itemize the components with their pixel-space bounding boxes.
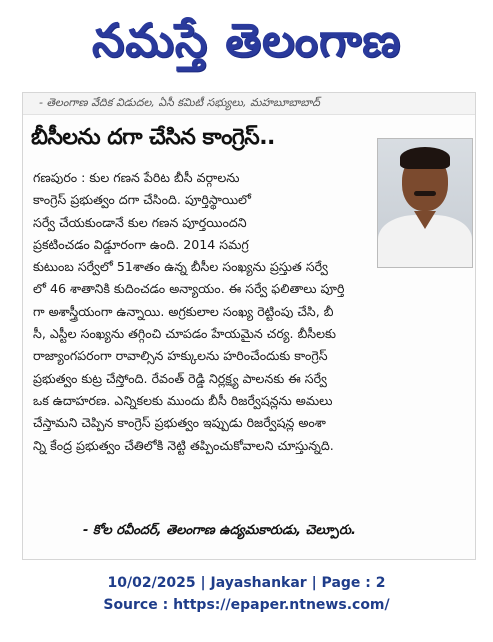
clipping-footer [0,572,493,616]
masthead [0,0,493,92]
source-link[interactable]: Source : https://epaper.ntnews.com/ [103,597,390,613]
body-line: ప్రకటించడం విడ్డూరంగా ఉంది. 2014 సమగ్ర [33,236,249,252]
news-clipping [22,92,476,560]
body-line: న్ని కేంద్ర ప్రభుత్వం చేతిలోకి నెట్టి తప్పించుకోవాలని చూస్తున్నది. [33,437,334,453]
article-byline: - కోల రవీందర్, తెలంగాణ ఉద్యమకారుడు, చెల్పూరు. [83,523,356,538]
body-line: సర్వే చేయకుండానే కుల గణన పూర్తయిందని [33,214,247,230]
body-line: సీ, ఎస్టీల సంఖ్యను తగ్గించి చూపడం హేయమైన చర్య. బీసీలకు [33,326,336,342]
date-edition-page: 10/02/2025 | Jayashankar | Page : 2 [107,575,386,591]
article-body [33,167,471,457]
body-line: లో 46 శాతానికి కుదించడం అన్యాయం. ఈ సర్వే ఫలితాలు పూర్తి [33,281,345,297]
body-line: ఒక ఉదాహరణ. ఎన్నికలకు ముందు బీసీ రిజర్వేషన్లను అమలు [33,392,333,408]
body-line: ప్రభుత్వం కుట్ర చేస్తోంది. రేవంత్ రెడ్డి నిర్లక్ష్య పాలనకు ఈ సర్వే [33,370,327,386]
newspaper-logo-title: నమస్తే తెలంగాణ [91,13,402,67]
body-line: గా అశాస్త్రీయంగా ఉన్నాయి. అగ్రకులాల సంఖ్య రెట్టింపు చేసి, బీ [33,303,334,319]
body-line: కాంగ్రెస్ ప్రభుత్వం దగా చేసింది. పూర్తిస్థాయిలో [33,192,252,208]
body-line: రాజ్యాంగపరంగా రావాల్సిన హక్కులను హరించేందుకు కాంగ్రెస్ [33,348,328,364]
body-line: చేస్తామని చెప్పిన కాంగ్రెస్ ప్రభుత్వం ఇప్పుడు రిజర్వేషన్ల అంశా [33,415,326,431]
article-headline: బీసీలను దగా చేసిన కాంగ్రెస్.. [31,125,275,150]
body-line: కుటుంబ సర్వేలో 51శాతం ఉన్న బీసీల సంఖ్యను ప్రస్తుత సర్వే [33,259,328,275]
body-line: గణపురం : కుల గణన పేరిట బీసీ వర్గాలను [33,170,240,185]
previous-article-strip: - తెలంగాణ వేదిక విడుదల, ఏసీ కమిటీ సభ్యులు, మహబూబాబాద్ [23,93,475,115]
photo-hair [400,147,450,169]
